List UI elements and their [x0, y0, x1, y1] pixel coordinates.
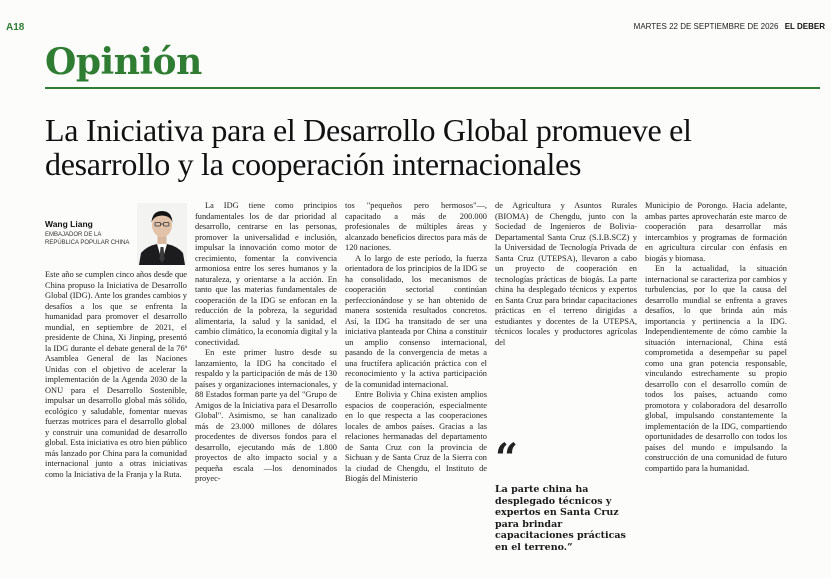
paragraph: En este primer lustro desde su lanzamiento, la IDG ha concitado el respaldo y la participación de más de 130 países y organizaciones internacionales, y 88 Estados forman parte ya del "Grupo de Amigos de la Iniciativa para el Desarrollo Global". Asimismo, se han canalizado más de 23.000 millones de dólares procedentes de diversos fondos para el desarrollo, ejecutando más de 1.800 proyectos de alto impacto social y a pequeña escala —los denominados proyec-	[195, 348, 337, 483]
section-rule	[45, 87, 820, 89]
pull-quote	[495, 435, 637, 553]
paragraph: En la actualidad, la situación internacional se caracteriza por cambios y turbulencias, por lo que la causa del desarrollo mundial se enfrenta a graves desafíos, lo que brinda aún más importancia y pertinencia a la IDG. Independientemente de cómo cambie la situación internacional, China está comprometida a desempeñar su papel como una gran potencia responsable, vinculando estrechamente su propio desarrollo con el desarrollo común de todos los países, actuando como promotora y colaboradora del desarrollo global, impulsando constantemente la implementación de la IDG, compartiendo oportunidades de desarrollo con todos los países del mundo e impulsando la construcción de una comunidad de futuro compartido para la humanidad.	[645, 264, 787, 473]
paragraph: tos "pequeños pero hermosos"—, capacitado a más de 200.000 profesionales de múltiples áreas y alcanzado beneficios directos para más de 120 naciones.	[345, 201, 487, 252]
paragraph: Entre Bolivia y China existen amplios espacios de cooperación, especialmente en lo que respecta a las cooperaciones locales de ambos países. Gracias a las relaciones hermanadas del departamento de Santa Cruz con la provincia de Sichuan y de Santa Cruz de la Sierra con la ciudad de Chengdu, el Instituto de Biogás del Ministerio	[345, 390, 487, 483]
article-headline: La Iniciativa para el Desarrollo Global promueve el desarrollo y la cooperación internacionales	[45, 112, 692, 182]
paragraph: Este año se cumplen cinco años desde que China propuso la Iniciativa de Desarrollo Global (IDG). Ante los grandes cambios y desafíos a los que se enfrenta la humanidad para promover el desarrollo mundial, en septiembre de 2021, el presidente de China, Xi Jinping, presentó la IDG durante el debate general de la 76ª Asamblea General de las Naciones Unidas con el objetivo de acelerar la implementación de la Agenda 2030 de la ONU para el Desarrollo Sostenible, impulsar un desarrollo global más sólido, ecológico y saludable, fomentar nuevas fuerzas motrices para el desarrollo global y construir una comunidad de desarrollo global. Esta iniciativa es otro bien público más lanzado por China para la comunidad internacional junto a otras iniciativas como la Iniciativa de la Franja y la Ruta.	[45, 270, 187, 479]
article-column-5	[645, 201, 787, 474]
publication-name: EL DEBER	[784, 22, 825, 31]
paragraph: La IDG tiene como principios fundamentales los de dar prioridad al desarrollo, centrarse en las personas, promover la universalidad e inclusión, impulsar la innovación como motor de crecimiento, fomentar la convivencia armoniosa entre los seres humanos y la naturaleza, y orientarse a la acción. En tanto que las materias fundamentales de cooperación de la IDG se enfocan en la reducción de la pobreza, la seguridad alimentaria, la salud y la sanidad, el cambio climático, la economía digital y la conectividad.	[195, 201, 337, 347]
issue-date: MARTES 22 DE SEPTIEMBRE DE 2026	[633, 22, 779, 31]
article-column-2	[195, 201, 337, 485]
dateline	[634, 22, 825, 31]
paragraph: Municipio de Porongo. Hacia adelante, ambas partes aprovecharán este marco de cooperación para desarrollar más intercambios y programas de formación en agricultura circular con énfasis en biogás y biomasa.	[645, 201, 787, 263]
page-number: A18	[6, 22, 25, 33]
article-column-4	[495, 201, 637, 348]
page-header	[6, 22, 825, 34]
quote-mark-icon: “	[495, 435, 519, 482]
section-title: Opinión	[45, 41, 202, 83]
pull-quote-text: La parte china ha desplegado técnicos y expertos en Santa Cruz para brindar capacitaciones prácticas en el terreno.”	[495, 484, 626, 553]
article-column-1	[45, 270, 187, 480]
author-portrait	[137, 203, 187, 265]
paragraph: A lo largo de este período, la fuerza orientadora de los principios de la IDG se ha consolidado, los mecanismos de cooperación sectorial continúan perfeccionándose y se han obtenido de manera sostenida resultados concretos. Así, la IDG ha transitado de ser una iniciativa planteada por China a constituir un amplio consenso internacional, pasando de la convergencia de metas a una fructífera aplicación práctica con el reconocimiento y la activa participación de la comunidad internacional.	[345, 253, 487, 389]
author-name: Wang Liang	[45, 219, 93, 229]
article-column-3	[345, 201, 487, 485]
author-role: EMBAJADOR DE LA REPÚBLICA POPULAR CHINA	[45, 232, 130, 246]
paragraph: de Agricultura y Asuntos Rurales (BIOMA) de Chengdu, junto con la Sociedad de Ingenieros de Bolivia-Departamental Santa Cruz (S.I.B.SCZ) y la Universidad de Tecnología Privada de Santa Cruz (UTEPSA), llevaron a cabo un proyecto de cooperación en tecnologías prácticas de biogás. La parte china ha desplegado técnicos y expertos en Santa Cruz para brindar capacitaciones prácticas en el terreno dirigidas a estudiantes y docentes de la UTEPSA, técnicos locales y productores agrícolas del	[495, 201, 637, 347]
